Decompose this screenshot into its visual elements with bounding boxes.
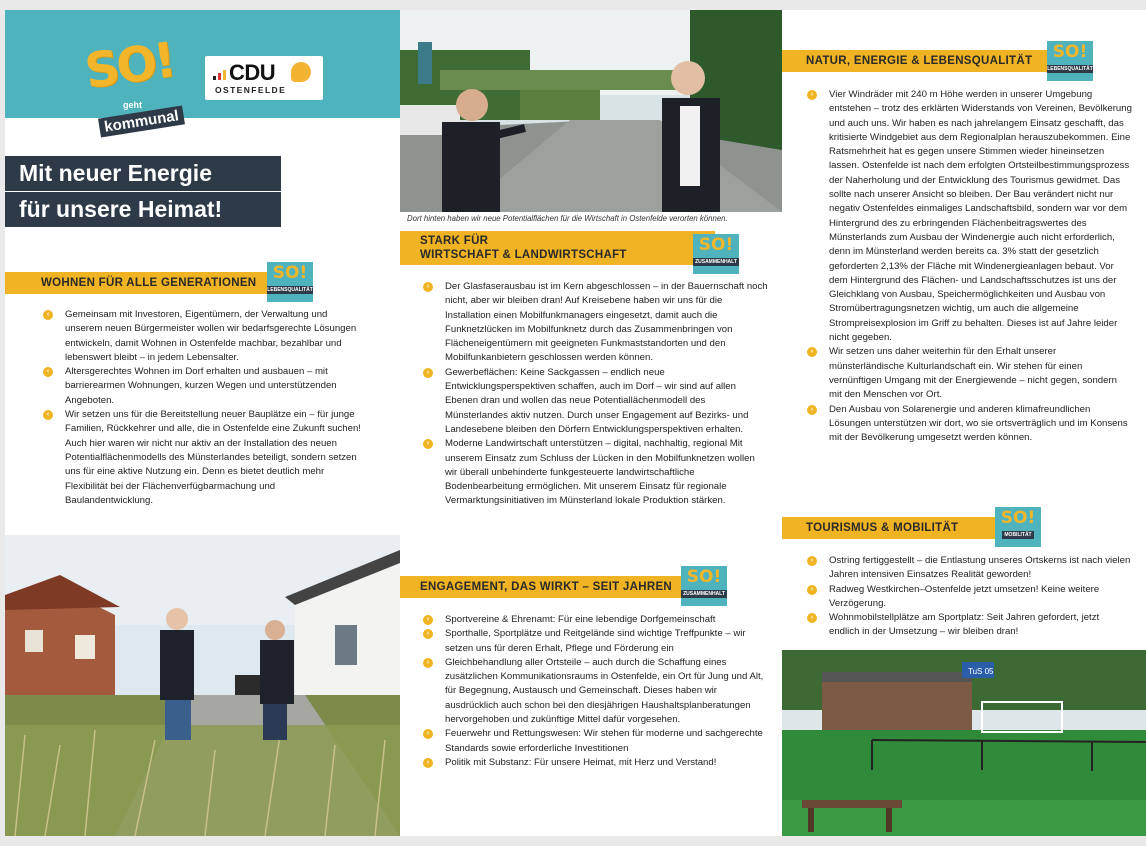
section-title-wohnen: WOHNEN FÜR ALLE GENERATIONEN (5, 272, 305, 294)
stamp-label: ZUSAMMENHALT (683, 591, 725, 597)
wohnen-list (43, 308, 363, 508)
list-item: ‹ Ostring fertiggestellt – die Entlastung unseres Ortskerns ist nach vielen Jahren intensiven Einsatzes Realität geworden! (807, 554, 1132, 583)
stamp-so-text: SO! (272, 263, 308, 283)
chevron-bullet-icon: ‹ (807, 405, 817, 415)
cdu-ostenfelde-logo (205, 56, 323, 100)
stamp-label: LEBENSQUALITÄT (1047, 66, 1093, 72)
list-item: ‹ Den Ausbau von Solarenergie und anderen klimafreundlichen Lösungen unterstützen wir dort, wo sie ortsverträglich und im Konsens mit der Bevölkerung umgesetzt werden können. (807, 403, 1132, 446)
so-stamp-engagement (681, 566, 727, 606)
list-item: ‹ Gemeinsam mit Investoren, Eigentümern, der Verwaltung und unserem neuen Bürgermeister wollen wir bedarfsgerechte Lösungen entwickeln, damit Wohnen in Ostenfelde machbar, bezahlbar und lebenswert bleibt – in jedem Lebensalter. (43, 308, 363, 365)
chevron-bullet-icon: ‹ (423, 282, 433, 292)
chevron-bullet-icon: ‹ (423, 658, 433, 668)
section-title-engagement: ENGAGEMENT, DAS WIRKT – SEIT JAHREN (400, 576, 715, 598)
so-stamp-wohnen (267, 262, 313, 302)
so-stamp-wirtschaft (693, 234, 739, 274)
caption-top-photo: Dort hinten haben wir neue Potentialflächen für die Wirtschaft in Ostenfelde verorten können. (407, 214, 728, 223)
list-item: ‹ Radweg Westkirchen–Ostenfelde jetzt umsetzen! Keine weitere Verzögerung. (807, 583, 1132, 612)
section-title-tourismus: TOURISMUS & MOBILITÄT (782, 517, 1013, 539)
logo-so-text: SO! (81, 32, 177, 100)
list-item: ‹ Politik mit Substanz: Für unsere Heimat, mit Herz und Verstand! (423, 756, 768, 770)
list-item: ‹ Wohnmobilstellplätze am Sportplatz: Seit Jahren gefordert, jetzt endlich in der Umsetzung – wir bleiben dran! (807, 611, 1132, 640)
flyer-page (5, 10, 1146, 836)
headline-line-2: für unsere Heimat! (5, 192, 281, 227)
chevron-bullet-icon: ‹ (807, 556, 817, 566)
photo-sports-field (782, 650, 1146, 836)
chevron-bullet-icon: ‹ (43, 410, 53, 420)
chevron-bullet-icon: ‹ (423, 368, 433, 378)
tourismus-list (807, 554, 1132, 640)
wirtschaft-list (423, 280, 768, 509)
chevron-bullet-icon: ‹ (423, 615, 433, 625)
so-geht-kommunal-logo (81, 32, 195, 150)
chevron-bullet-icon: ‹ (423, 729, 433, 739)
section-title-wirtschaft-line2: WIRTSCHAFT & LANDWIRTSCHAFT (420, 249, 627, 261)
photo-building-site (5, 535, 400, 836)
list-item: ‹ Altersgerechtes Wohnen im Dorf erhalten und ausbauen – mit barrierearmen Wohnungen, kurzen Wegen und unterstützenden Angeboten. (43, 365, 363, 408)
chevron-bullet-icon: ‹ (423, 629, 433, 639)
stamp-label: LEBENSQUALITÄT (267, 287, 313, 293)
list-item: ‹ Gleichbehandlung aller Ortsteile – auch durch die Schaffung eines zusätzlichen Kommunikationsraums in Ostenfelde, ein Ort für Jung und Alt, für Begegnung, Austausch und Gemeinschaft. Dieses haben wir ausdrücklich auch schon bei den diesjährigen Haushaltsplanberatungen hervorgehoben und zukünftige Mittel dafür vorgesehen. (423, 656, 768, 727)
stamp-so-text: SO! (698, 235, 734, 255)
photo-road-meeting (400, 10, 782, 212)
so-stamp-natur (1047, 41, 1093, 81)
section-title-wirtschaft-line1: STARK FÜR (420, 235, 489, 247)
logo-kommunal-text: kommunal (98, 105, 185, 137)
cdu-subline: OSTENFELDE (215, 85, 287, 95)
list-item: ‹ Der Glasfaserausbau ist im Kern abgeschlossen – in der Bauernschaft noch nicht, aber wir bleiben dran! Auf Kreisebene haben wir uns für die Installation einen Mobilfunkmanagers eingesetzt, damit auch die Funknetzlücken im Mobilfunknetz durch das Zusammenbringen von Flächeneigentümern mit geeigneten Funkmaststandorten und den Mobilfunkanbietern geschlossen werden können. (423, 280, 768, 366)
list-item: ‹ Sportvereine & Ehrenamt: Für eine lebendige Dorfgemeinschaft (423, 613, 768, 627)
headline-line-1: Mit neuer Energie (5, 156, 281, 191)
stamp-label: MOBILITÄT (1004, 532, 1032, 538)
list-item: ‹ Vier Windräder mit 240 m Höhe werden in unserer Umgebung entstehen – trotz des erklärten Widerstands von Vereinen, Bevölkerung und auch uns. Wir haben es nach jahrelangem Einsatz geschafft, das kritisierte Windgebiet aus dem Regionalplan herauszubekommen. Eine Ratsmehrheit hat es gegen unsere Stimmen wieder hineinsetzen lassen. Ostenfelde ist nach dem erfolgten Ortsteilbestimmungsprozess der Naherholung und der Entwicklung des Tourismus gewidmet. Das sollte nach unserer Ansicht so bleiben. Der Bau verändert nicht nur negativ Ostenfeldes einmaliges Landschaftsbild, sondern war vor dem Hintergrund des zu erbringenden Flächenbeitragswertes des Münsterlands zum Ausbau der Windenergie auch nicht erforderlich, denn im Münsterland werden bereits ca. 3% statt der gesetzlich geforderten 2,13% der Fläche mit Windenergieanlagen bebaut. Vor dem Hintergrund des Flächen- und Landschaftsschutzes ist uns der Gleichklang von Ausbau, Speichermöglichkeiten und Ausbau von Stromübertragungsnetzen wichtig, um auch die allgemeine Strompreisexplosion im Griff zu behalten. Dieses ist auf Jahre leider nicht gegeben. (807, 88, 1132, 345)
list-item: ‹ Wir setzen uns daher weiterhin für den Erhalt unserer münsterländische Kulturlandschaft ein. Wir stehen für einen vernünftigen Umgang mit der Energiewende – nicht gegen, sondern mit den Menschen vor Ort. (807, 345, 1132, 402)
chevron-bullet-icon: ‹ (423, 758, 433, 768)
section-title-natur: NATUR, ENERGIE & LEBENSQUALITÄT (782, 50, 1078, 72)
chevron-bullet-icon: ‹ (43, 367, 53, 377)
so-stamp-tourismus (995, 507, 1041, 547)
list-item: ‹ Sporthalle, Sportplätze und Reitgelände sind wichtige Treffpunkte – wir setzen uns für deren Erhalt, Pflege und Förderung ein (423, 627, 768, 656)
list-item: ‹ Wir setzen uns für die Bereitstellung neuer Bauplätze ein – für junge Familien, Rückkehrer und alle, die in Ostenfelde eine Zukunft suchen! Auch hier waren wir nicht nur aktiv an der Installation des neuen Potentialflächenmodells des Münsterlandes beteiligt, sondern setzen uns für eine aktive Nutzung ein. Denn es bietet deutlich mehr Flexibilität bei der Flächenverfügbarmachung und Baulandentwicklung. (43, 408, 363, 508)
clover-icon (291, 62, 311, 82)
chevron-bullet-icon: ‹ (807, 585, 817, 595)
stamp-so-text: SO! (686, 567, 722, 587)
bar-chart-icon (213, 70, 227, 80)
chevron-bullet-icon: ‹ (43, 310, 53, 320)
list-item: ‹ Gewerbeflächen: Keine Sackgassen – endlich neue Entwicklungsperspektiven schaffen, auch im Dorf – wir sind auf allen Ebenen dran und wollen das neue Potentiallächenmodell des Münsterlandes aktiv nutzen. Durch unser Engagement auf Bezirks- und Landesebene bleiben den Dörfern Entwicklungsperspektiven erhalten. (423, 366, 768, 437)
teal-header-band (5, 10, 400, 118)
engagement-list (423, 613, 768, 770)
cdu-wordmark: CDU (229, 60, 276, 85)
natur-list (807, 88, 1132, 445)
logo-geht-text: geht (123, 100, 142, 110)
stamp-label: ZUSAMMENHALT (695, 259, 737, 265)
stamp-so-text: SO! (1000, 508, 1036, 528)
stamp-so-text: SO! (1052, 42, 1088, 62)
list-item: ‹ Feuerwehr und Rettungswesen: Wir stehen für moderne und sachgerechte Standards sowie erforderliche Investitionen (423, 727, 768, 756)
list-item: ‹ Moderne Landwirtschaft unterstützen – digital, nachhaltig, regional Mit unserem Einsatz zum Schluss der Lücken in den Mobilfunknetzen wollen wir überall unbehinderte funkgesteuerte landwirtschaftliche Bodenbearbeitung ermöglichen. Mit unserem Einsatz für regionale Vermarktungsinitiativen im Münsterland lokale Produktion stärken. (423, 437, 768, 508)
sport-sign-text: TuS 05 (968, 667, 994, 676)
chevron-bullet-icon: ‹ (807, 347, 817, 357)
chevron-bullet-icon: ‹ (807, 90, 817, 100)
chevron-bullet-icon: ‹ (423, 439, 433, 449)
chevron-bullet-icon: ‹ (807, 613, 817, 623)
section-title-wirtschaft (400, 231, 715, 265)
